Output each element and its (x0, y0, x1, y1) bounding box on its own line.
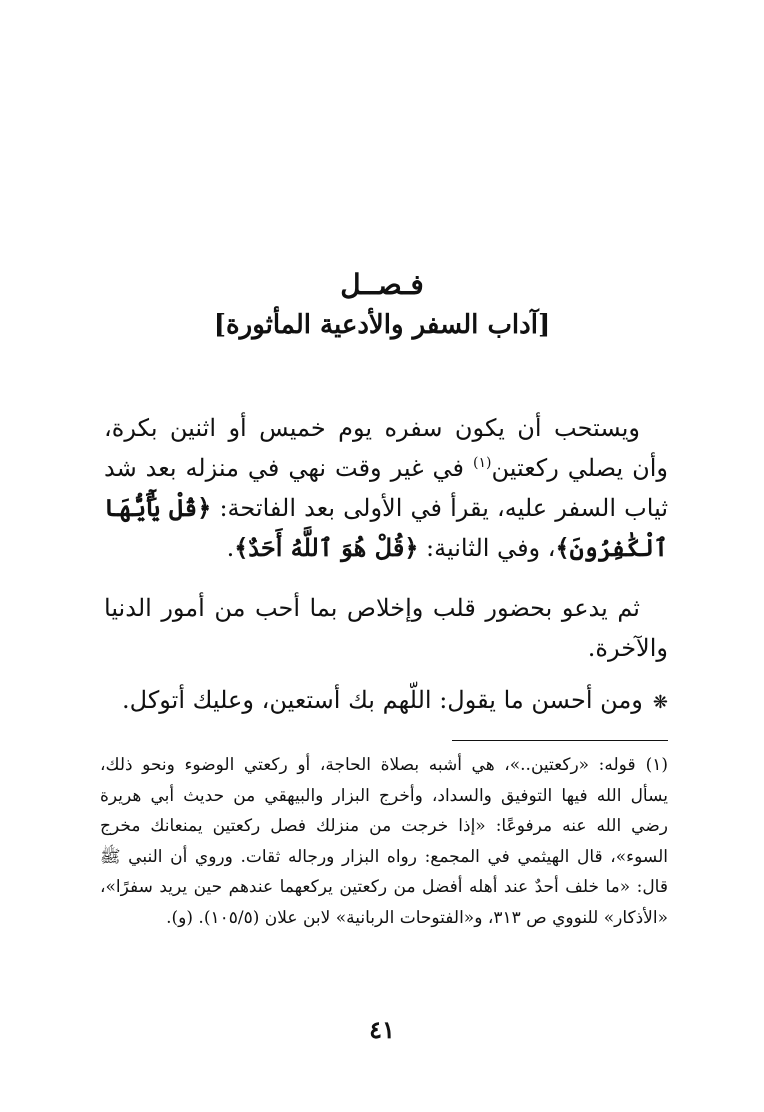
chapter-subtitle: [آداب السفر والأدعية المأثورة] (213, 310, 551, 340)
paragraph-text: ومن أحسن ما يقول: اللّهم بك أستعين، وعليك أتوكل. (122, 686, 643, 714)
footnote-separator (452, 740, 668, 741)
paragraph-text-d: . (226, 534, 235, 562)
paragraph-travel-prayer (104, 408, 668, 568)
paragraph-text: ثم يدعو بحضور قلب وإخلاص بما أحب من أمور الدنيا والآخرة. (104, 594, 668, 662)
footnote-block (100, 750, 668, 933)
paragraph-text-a: ويستحب أن يكون سفره يوم خميس أو اثنين بكرة، وأن يصلي ركعتين (104, 414, 668, 482)
quran-verse-kafirun: ﴿قُلْ يَٰٓأَيُّهَا ٱلْكَٰفِرُونَ﴾ (104, 493, 668, 562)
quran-verse-ikhlas: ﴿قُلْ هُوَ ٱللَّهُ أَحَدٌ﴾ (234, 533, 419, 562)
paragraph-best-saying (104, 680, 668, 723)
paragraph-text-c: ، وفي الثانية: (418, 534, 556, 562)
footnote-number: (١) (645, 755, 668, 775)
paragraph-supplication (104, 588, 668, 668)
footnote-reference[interactable]: (١) (472, 455, 492, 471)
ornament-bullet: ❋ (652, 692, 668, 713)
page-number: ٤١ (369, 1015, 395, 1044)
paragraph-text-b: في غير وقت نهي في منزله بعد شد ثياب السفر عليه، يقرأ في الأولى بعد الفاتحة: (104, 454, 669, 522)
chapter-title: فـصــل (340, 268, 424, 301)
footnote-text: قوله: «ركعتين..»، هي أشبه بصلاة الحاجة، أو ركعتي الوضوء ونحو ذلك، يسأل الله فيها التوفيق والسداد، وأخرج البزار والبيهقي من حديث أبي هريرة رضي الله عنه مرفوعًا: «إذا خرجت من منزلك فصل ركعتين يمنعانك مخرج السوء»، قال الهيثمي في المجمع: رواه البزار ورجاله ثقات. وروي أن النبي ﷺ قال: «ما خلف أحدٌ عند أهله أفضل من ركعتين يركعهما عندهم حين يريد سفرًا»، «الأذكار» للنووي ص ٣١٣، و«الفتوحات الربانية» لابن علان (١٠٥/٥). (و). (100, 755, 668, 928)
